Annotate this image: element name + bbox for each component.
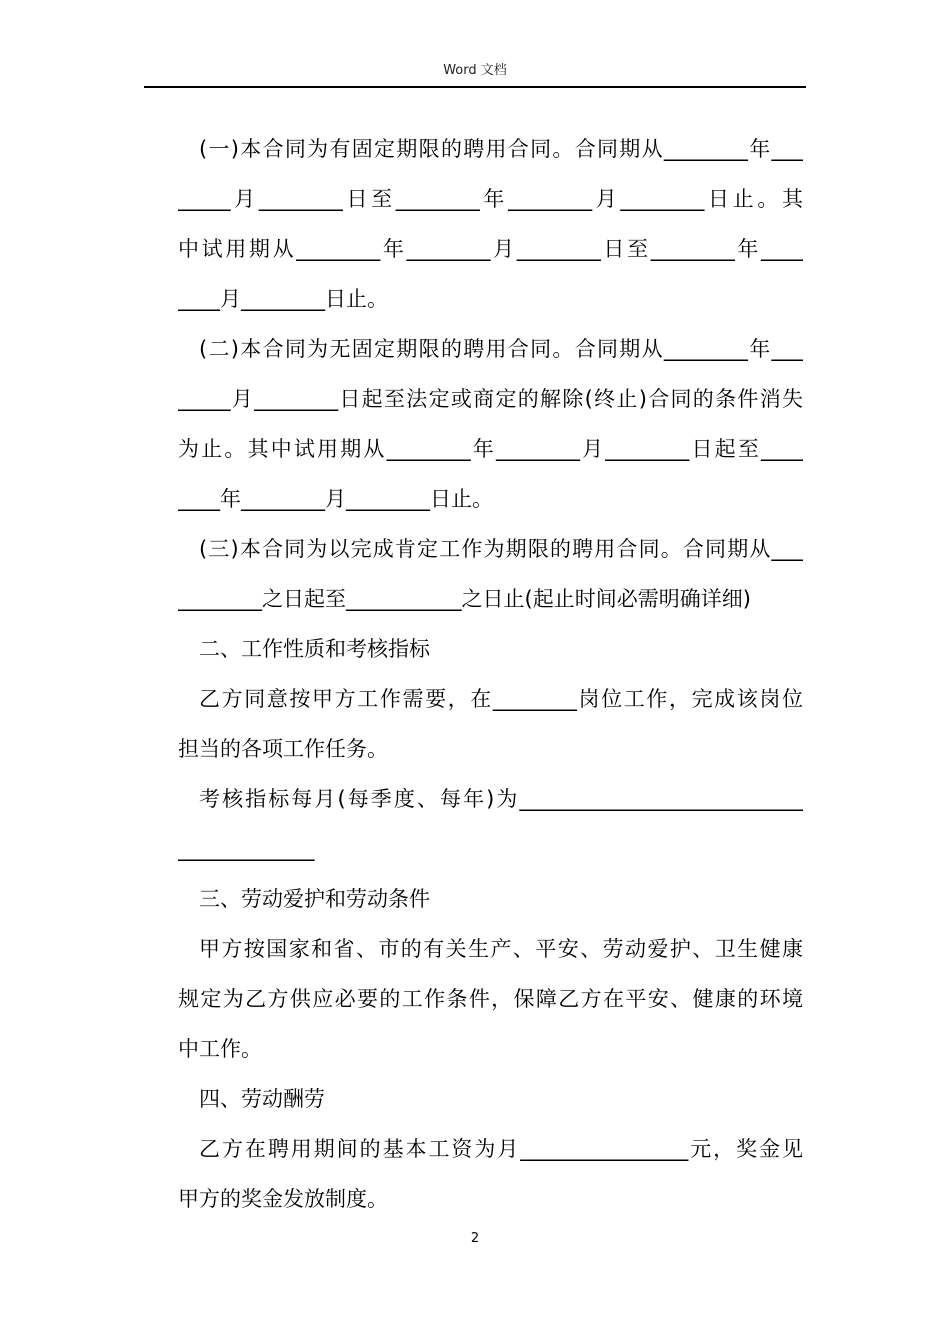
paragraph-line: ____月________日止。 [178,287,388,311]
paragraph-line: 为止。其中试用期从________年________月________日起至____ [178,437,803,461]
section-heading: 二、工作性质和考核指标 [199,637,430,661]
paragraph-line: 乙方同意按甲方工作需要，在________岗位工作，完成该岗位 [199,687,803,711]
paragraph-line: 规定为乙方供应必要的工作条件，保障乙方在平安、健康的环境 [178,987,803,1011]
section-heading: 四、劳动酬劳 [199,1087,325,1111]
paragraph-line: ________之日起至___________之日止(起止时间必需明确详细) [178,587,751,611]
paragraph-line: _____月________日至________年________月________日止。其 [178,187,803,211]
paragraph-line: (一)本合同为有固定期限的聘用合同。合同期从________年___ [199,137,803,161]
header-rule [144,86,806,88]
section-heading: 三、劳动爱护和劳动条件 [199,887,430,911]
paragraph-line: 考核指标每月(每季度、每年)为___________________________ [199,787,803,811]
page-header: Word 文档 [443,63,507,78]
page-number: 2 [470,1231,480,1246]
paragraph-line: _____月________日起至法定或商定的解除(终止)合同的条件消失 [178,387,803,411]
paragraph-line: 中工作。 [178,1037,262,1061]
paragraph-line: (三)本合同为以完成肯定工作为期限的聘用合同。合同期从___ [199,537,803,561]
paragraph-line: 乙方在聘用期间的基本工资为月________________元，奖金见 [199,1137,803,1161]
paragraph-line: 甲方按国家和省、市的有关生产、平安、劳动爱护、卫生健康 [199,937,803,961]
paragraph-line: (二)本合同为无固定期限的聘用合同。合同期从________年___ [199,337,803,361]
document-body [178,124,803,1224]
paragraph-line: 担当的各项工作任务。 [178,737,388,761]
paragraph-line: ____年________月________日止。 [178,487,493,511]
paragraph-line: _____________ [178,837,315,861]
paragraph-line: 中试用期从________年________月________日至________年____ [178,237,803,261]
paragraph-line: 甲方的奖金发放制度。 [178,1187,388,1211]
